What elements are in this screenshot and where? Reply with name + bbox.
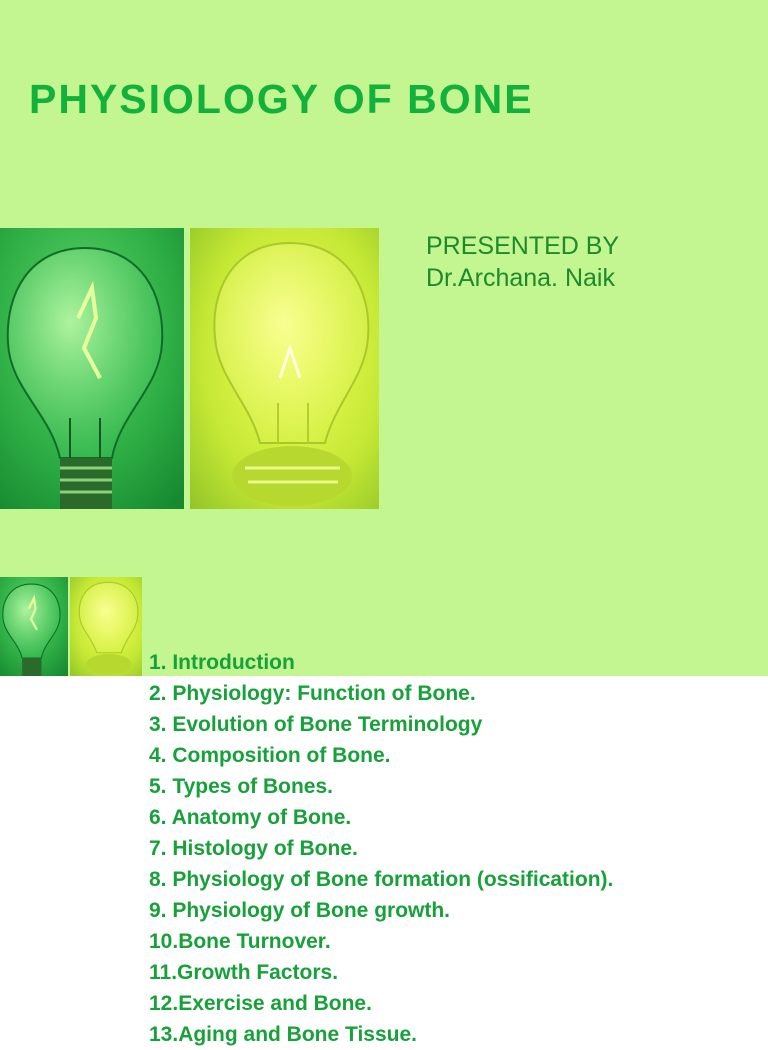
toc-item: 12.Exercise and Bone. (149, 992, 372, 1015)
presented-by-label: PRESENTED BY (426, 232, 620, 260)
toc-item: 3. Evolution of Bone Terminology (149, 713, 483, 736)
toc-item: 13.Aging and Bone Tissue. (149, 1023, 417, 1046)
presenter-block (426, 230, 619, 294)
toc-item: 7. Histology of Bone. (149, 837, 358, 860)
toc-item: 4. Composition of Bone. (149, 744, 391, 767)
slide-title: PHYSIOLOGY OF BONE (29, 76, 534, 122)
toc-item: 2. Physiology: Function of Bone. (149, 682, 476, 705)
light-bulb-green-photo (0, 228, 184, 509)
table-of-contents (149, 647, 613, 1050)
light-bulb-yellow-thumbnail (70, 577, 142, 676)
toc-item: 9. Physiology of Bone growth. (149, 899, 451, 922)
toc-item: 6. Anatomy of Bone. (149, 806, 352, 829)
presenter-name: Dr.Archana. Naik (426, 264, 615, 292)
toc-item: 10.Bone Turnover. (149, 930, 331, 953)
toc-item: 11.Growth Factors. (149, 961, 339, 984)
toc-item: 1. Introduction (149, 651, 295, 674)
toc-item: 8. Physiology of Bone formation (ossification). (149, 868, 614, 891)
light-bulb-yellow-photo (190, 228, 379, 509)
toc-item: 5. Types of Bones. (149, 775, 333, 798)
light-bulb-green-thumbnail (0, 577, 68, 676)
